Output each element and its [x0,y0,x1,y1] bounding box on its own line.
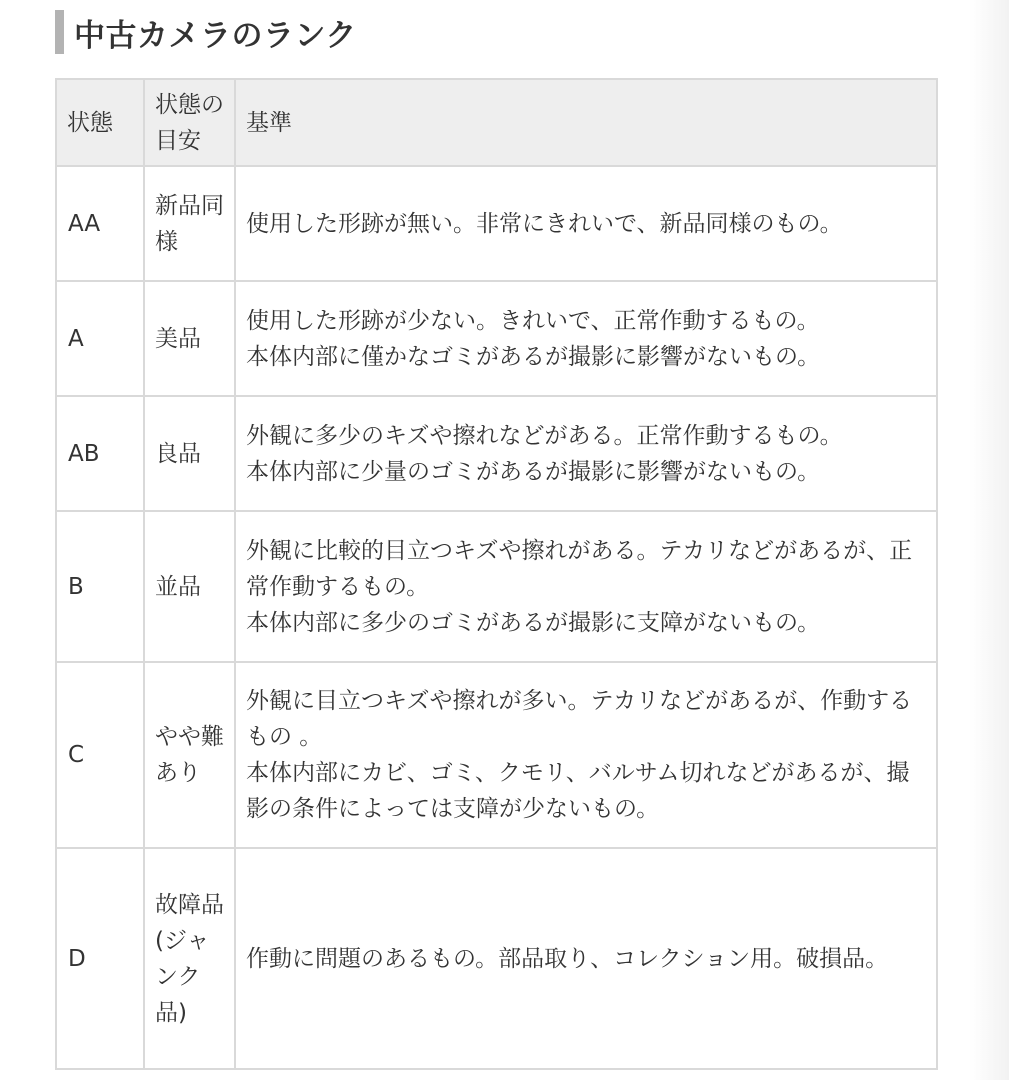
criteria-cell: 使用した形跡が少ない。きれいで、正常作動するもの。 本体内部に僅かなゴミがあるが撮影に影響がないもの。 [235,281,937,396]
header-criteria: 基準 [235,79,937,166]
criteria-cell: 外観に目立つキズや擦れが多い。テカリなどがあるが、作動するもの 。 本体内部にカビ、ゴミ、クモリ、バルサム切れなどがあるが、撮影の条件によっては支障が少ないもの。 [235,662,937,848]
header-status: 状態 [56,79,144,166]
table-header-row [56,79,937,166]
table-row [56,281,937,396]
heading-accent-bar [55,10,64,54]
section-heading [55,10,357,54]
rank-cell: B [56,511,144,662]
criteria-cell: 作動に問題のあるもの。部品取り、コレクション用。破損品。 [235,848,937,1069]
table-row [56,662,937,848]
criteria-cell: 外観に多少のキズや擦れなどがある。正常作動するもの。 本体内部に少量のゴミがあるが撮影に影響がないもの。 [235,396,937,511]
criteria-cell: 外観に比較的目立つキズや擦れがある。テカリなどがあるが、正常作動するもの。 本体内部に多少のゴミがあるが撮影に支障がないもの。 [235,511,937,662]
table-row [56,396,937,511]
rank-cell: AB [56,396,144,511]
table-row [56,166,937,281]
table-row [56,511,937,662]
header-guide: 状態の目安 [144,79,235,166]
rank-cell: C [56,662,144,848]
camera-rank-table [55,78,938,1070]
page-edge-shade [969,0,1009,1080]
guide-cell: やや難あり [144,662,235,848]
guide-cell: 並品 [144,511,235,662]
guide-cell: 新品同様 [144,166,235,281]
table-row [56,848,937,1069]
heading-title: 中古カメラのランク [74,17,357,54]
criteria-cell: 使用した形跡が無い。非常にきれいで、新品同様のもの。 [235,166,937,281]
guide-cell: 故障品(ジャンク品) [144,848,235,1069]
guide-cell: 美品 [144,281,235,396]
guide-cell: 良品 [144,396,235,511]
rank-cell: A [56,281,144,396]
rank-cell: AA [56,166,144,281]
rank-cell: D [56,848,144,1069]
